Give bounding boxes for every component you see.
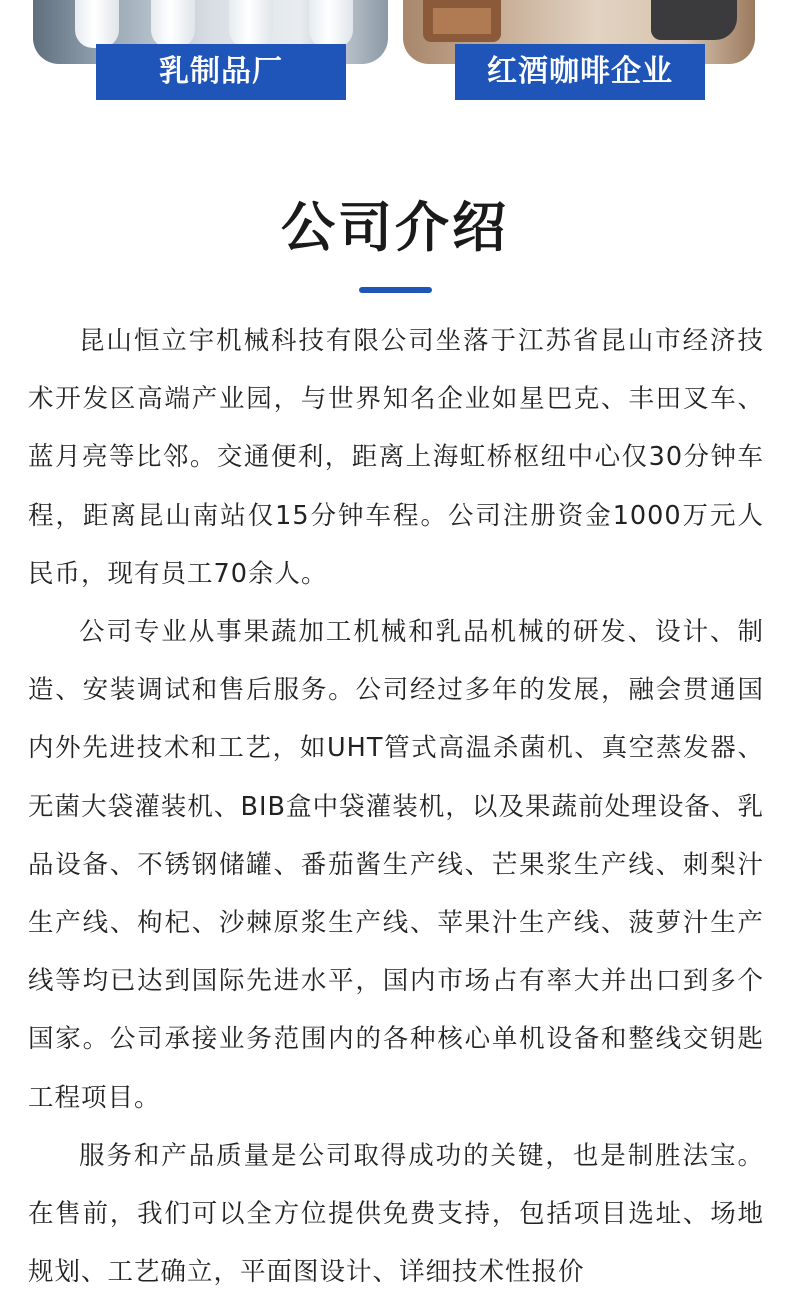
category-label-wine-coffee: 红酒咖啡企业 (455, 44, 705, 100)
milk-bottle-image (309, 0, 353, 48)
intro-paragraph: 服务和产品质量是公司取得成功的关键，也是制胜法宝。在售前，我们可以全方位提供免费支持，包括项目选址、场地规划、工艺确立，平面图设计、详细技术性报价 (28, 1140, 764, 1288)
coffee-machine-image (651, 0, 737, 40)
milk-bottle-image (75, 0, 119, 48)
milk-bottle-image (151, 0, 195, 48)
intro-paragraph: 昆山恒立宇机械科技有限公司坐落于江苏省昆山市经济技术开发区高端产业园，与世界知名企业如星巴克、丰田叉车、蓝月亮等比邻。交通便利，距离上海虹桥枢纽中心仅30分钟车程，距离昆山南站仅15分钟车程。公司注册资金1000万元人民币，现有员工70余人。 (28, 326, 764, 589)
intro-paragraph: 公司专业从事果蔬加工机械和乳品机械的研发、设计、制造、安装调试和售后服务。公司经过多年的发展，融会贯通国内外先进技术和工艺，如UHT管式高温杀菌机、真空蒸发器、无菌大袋灌装机、BIB盒中袋灌装机，以及果蔬前处理设备、乳品设备、不锈钢储罐、番茄酱生产线、芒果浆生产线、刺梨汁生产线、枸杞、沙棘原浆生产线、苹果汁生产线、菠萝汁生产线等均已达到国际先进水平，国内市场占有率大并出口到多个国家。公司承接业务范围内的各种核心单机设备和整线交钥匙工程项目。 (28, 617, 764, 1113)
milk-bottle-image (229, 0, 273, 48)
company-intro-body (28, 312, 764, 1301)
wine-crate-image (423, 0, 501, 42)
section-title: 公司介绍 (281, 196, 509, 259)
category-label-dairy: 乳制品厂 (96, 44, 346, 100)
title-underline (359, 287, 432, 293)
